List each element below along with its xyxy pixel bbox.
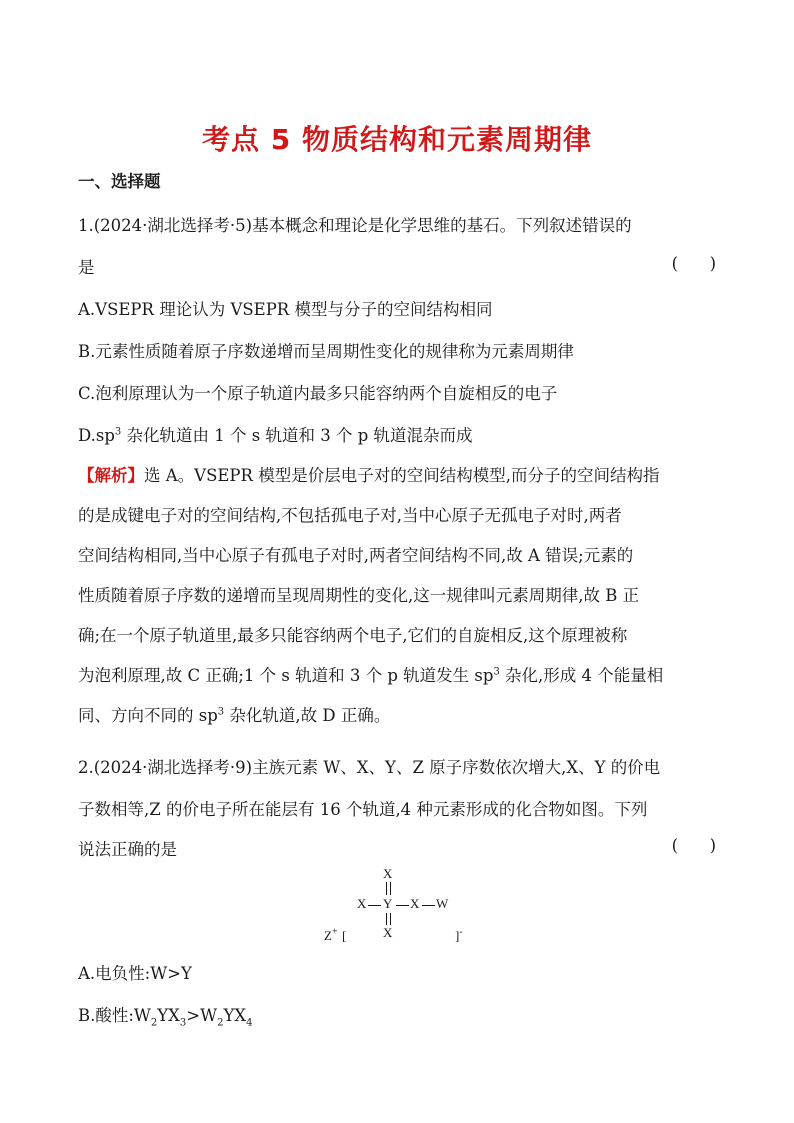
q2-option-a: A.电负性:W>Y [78,964,192,983]
analysis-tag: 【解析】 [78,466,144,485]
struct-bond-top-right [390,882,391,895]
section-heading: 一、选择题 [78,172,161,191]
q2-option-b: B.酸性$:W_2YX_3>W_2YX_4$ [78,1006,253,1029]
struct-atom-right-x: X [410,896,420,911]
struct-atom-bottom-x: X [383,925,393,940]
q2-stem-line1: 2.(2024·湖北选择考·9)主族元素 W、X、Y、Z 原子序数依次增大,X、Y 的价电 [78,758,661,777]
struct-bond-bottom-left [386,913,387,925]
struct-bond-right [396,905,409,906]
struct-bond-bottom-right [390,913,391,925]
q1-stem-line2: 是 [78,258,95,277]
q1-analysis-line5: 确;在一个原子轨道里,最多只能容纳两个电子,它们的自旋相反,这个原理被称 [78,626,628,645]
page-title: 考点 5 物质结构和元素周期律 [202,123,592,156]
q1-analysis-line3: 空间结构相同,当中心原子有孤电子对时,两者空间结构不同,故 A 错误;元素的 [78,546,634,565]
q2-stem-line2: 子数相等,Z 的价电子所在能层有 16 个轨道,4 种元素形成的化合物如图。下列 [78,800,648,819]
q1-analysis-line2: 的是成键电子对的空间结构,不包括孤电子对,当中心原子无孤电子对时,两者 [78,506,622,525]
q2-stem-line3: 说法正确的是 [78,840,177,859]
struct-cation: Z+ [324,926,338,943]
struct-atom-top-x: X [383,866,393,881]
q1-analysis-line1: 【解析】选 A。VSEPR 模型是价层电子对的空间结构模型,而分子的空间结构指 [78,466,660,485]
struct-open-bracket: [ [342,928,347,943]
q1-analysis-line4: 性质随着原子序数的递增而呈现周期性的变化,这一规律叫元素周期律,故 B 正 [78,586,640,605]
q1-stem-line1: 1.(2024·湖北选择考·5)基本概念和理论是化学思维的基石。下列叙述错误的 [78,216,632,235]
struct-bond-left [368,905,381,906]
struct-atom-w: W [436,896,449,911]
q1-analysis-line6: 为泡利原理,故 C 正确;1 个 s 轨道和 3 个 p 轨道发生 $sp^3$ 杂化,形成 4 个能量相 [78,666,664,685]
q1-option-d: $D.sp^3$ 杂化轨道由 1 个 s 轨道和 3 个 p 轨道混杂而成 [78,426,473,445]
compound-structure-diagram [320,862,500,946]
struct-bond-top-left [386,882,387,895]
struct-atom-left-x: X [357,896,367,911]
q2-answer-bracket: ( ) [671,836,716,855]
struct-atom-center-y: Y [383,896,393,911]
struct-close-bracket: ]- [455,926,463,943]
struct-bond-w [422,905,435,906]
q1-answer-bracket: ( ) [671,254,716,273]
q1-option-b: B.元素性质随着原子序数递增而呈周期性变化的规律称为元素周期律 [78,342,574,361]
q1-option-c: C.泡利原理认为一个原子轨道内最多只能容纳两个自旋相反的电子 [78,384,558,403]
q1-analysis-line7: 同、方向不同的 $sp^3$ 杂化轨道,故 D 正确。 [78,706,391,725]
q1-option-a: A.VSEPR 理论认为 VSEPR 模型与分子的空间结构相同 [78,300,493,319]
